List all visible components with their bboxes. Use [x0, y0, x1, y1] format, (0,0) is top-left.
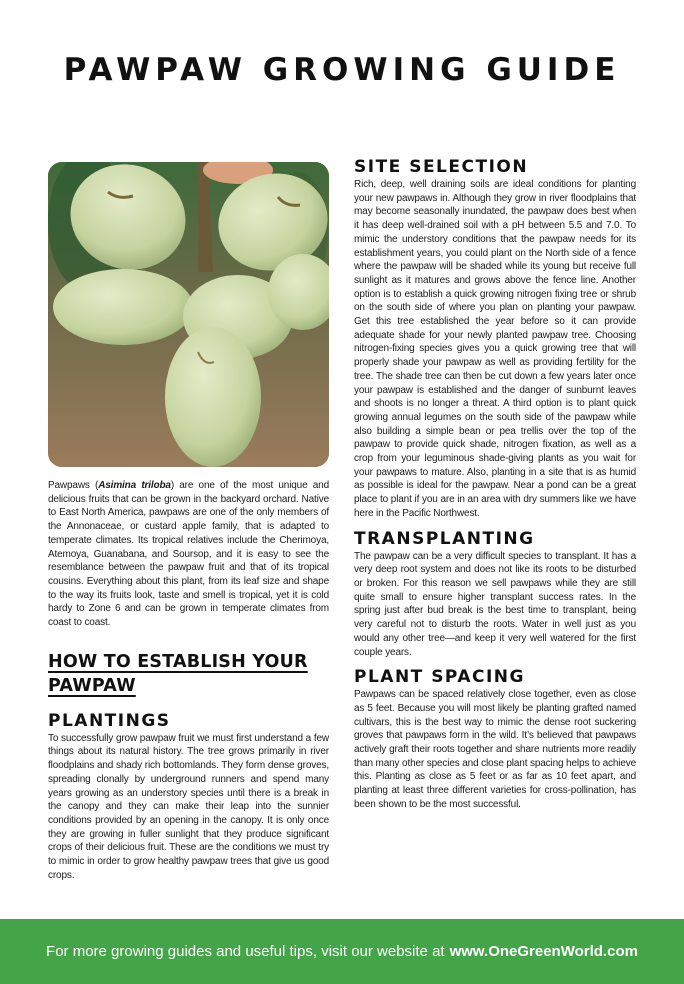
intro-paragraph: Pawpaws (Asimina triloba) are one of the most unique and delicious fruits that can be grown in the backyard orchard. Native to East North America, pawpaws are one of the only members of the Annonaceae, or custard apple family, that is adapted to temperate climates. Its tropical relatives include the Cherimoya, Atemoya, Guanabana, and Soursop, and it is easy to see the resemblance between the pawpaw fruit and that of its tropical cousins. Everything about this plant, from its leaf size and shape to the way its fruits look, taste and smell is tropical, yet it is cold hardy to Zone 6 and can be grown in temperate climates from coast to coast. — [48, 480, 329, 629]
site-selection-heading: SITE SELECTION — [354, 157, 529, 177]
transplanting-text: The pawpaw can be a very difficult species to transplant. It has a very deep root system and does not like its roots to be disturbed or broken. For this reason we sell pawpaws while they are still quite small to ensure higher transplant success rates. In the spring just after bud break is the best time to transplant, being very careful not to disturb the roots. Water in well just as you would any other tree—and keep it very well watered for the first couple years. — [354, 550, 636, 658]
page-title: PAWPAW GROWING GUIDE — [63, 52, 621, 88]
footer-text: For more growing guides and useful tips, visit our website at — [46, 943, 445, 960]
pawpaw-fruit-photo — [48, 162, 329, 467]
right-column — [354, 156, 636, 812]
plantings-heading: PLANTINGS — [48, 710, 171, 731]
left-column — [48, 479, 329, 882]
footer-banner — [0, 919, 684, 984]
site-selection-text: Rich, deep, well draining soils are ideal conditions for planting your new pawpaws in. Although they grow in river floodplains that may become seasonally inundated, the pawpaw does best when it has deep well-drained soil with a pH between 5.5 and 7.0. To mimic the understory conditions that the pawpaw needs for its establishment years, you could plant on the North side of a fence where the pawpaw will be shaded while its young but receive full sunlight as it matures and grows above the fence line. Another option is to establish a quick growing nitrogen fixing tree or shrub on the south side of where you plan on planting your pawpaw. Get this tree established the year before so it can provide adequate shade for your newly planted pawpaw tree. Choosing nitrogen-fixing species gives you a quick growing tree that will properly shade your pawpaw as well as providing fertility for the tree. The shade tree can then be cut down a few years later once your pawpaw is established and the danger of sunburnt leaves and shoots is no longer a threat. A third option is to plant quick growing annual legumes on the south side of the pawpaw while also building a simple bean or pea trellis over the top of the pawpaw to provide quick shade, nitrogen fixation, as well as a crop from your leguminous shade-giving plants as you wait for your pawpaws to mature. Also, planting in a site that is as humid as possible is ideal for the pawpaw. Near a pond can be a great place to plant if you are in an area with dry summers like we have here in the Pacific Northwest. — [354, 179, 636, 519]
transplanting-heading: TRANSPLANTING — [354, 528, 535, 549]
plant-spacing-text: Pawpaws can be spaced relatively close together, even as close as 5 feet. Because you will most likely be planting grafted named cultivars, this is the best way to mimic the dense root suckering groves that pawpaws form in the wild. It’s believed that pawpaws actively graft their roots together and share nutrients more readily than many other species and close plant spacing helps to achieve this. Planting as close as 5 feet or as far as 10 feet apart, and planting at least three different varieties for cross-pollination, has been shown to be the most successful. — [354, 689, 636, 810]
plantings-text: To successfully grow pawpaw fruit we must first understand a few things about its natural history. The tree grows primarily in river floodplains and shady rich bottomlands. They form dense groves, spreading clonally by underground runners and spend many years growing as an understory species until there is a break in the canopy and they can make their leap into the sunnier conditions provided by an opening in the canopy. It is only once they are growing in fuller sunlight that they produce significant crops of their delicious fruit. These are the conditions we must try to mimic in order to grow healthy pawpaw trees that give us good crops. — [48, 732, 329, 881]
establish-heading: HOW TO ESTABLISH YOUR PAWPAW — [48, 651, 308, 696]
plant-spacing-heading: PLANT SPACING — [354, 667, 525, 688]
website-link[interactable]: www.OneGreenWorld.com — [449, 943, 638, 960]
